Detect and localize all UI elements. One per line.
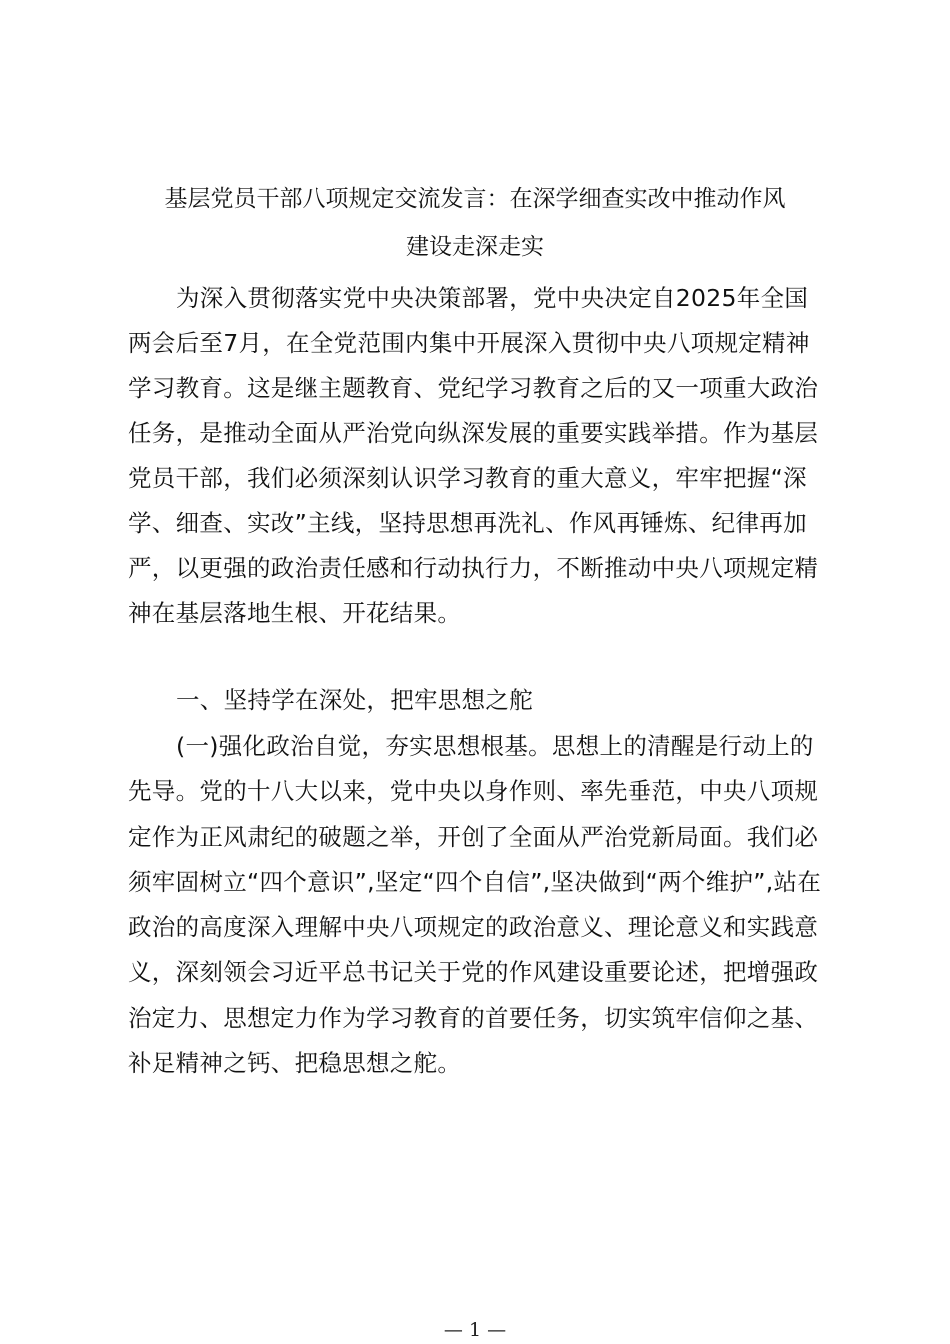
- section-1-heading: 一、坚持学在深处，把牢思想之舵: [176, 686, 533, 714]
- document-title-line-1: 基层党员干部八项规定交流发言：在深学细查实改中推动作风: [164, 186, 786, 212]
- document-title-line-2: 建设走深走实: [406, 234, 544, 260]
- section-1-paragraph-1: (一)强化政治自觉，夯实思想根基。思想上的清醒是行动上的先导。党的十八大以来，党中央以身作则、率先垂范，中央八项规定作为正风肃纪的破题之举，开创了全面从严治党新局面。我们必须牢固树立“四个意识”,坚定“四个自信”,坚决做到“两个维护”,站在政治的高度深入理解中央八项规定的政治意义、理论意义和实践意义，深刻领会习近平总书记关于党的作风建设重要论述，把增强政治定力、思想定力作为学习教育的首要任务，切实筑牢信仰之基、补足精神之钙、把稳思想之舵。: [128, 732, 822, 1078]
- intro-paragraph: 为深入贯彻落实党中央决策部署，党中央决定自2025年全国两会后至7月，在全党范围内集中开展深入贯彻中央八项规定精神学习教育。这是继主题教育、党纪学习教育之后的又一项重大政治任务，是推动全面从严治党向纵深发展的重要实践举措。作为基层党员干部，我们必须深刻认识学习教育的重大意义，牢牢把握“深学、细查、实改”主线，坚持思想再洗礼、作风再锤炼、纪律再加严，以更强的政治责任感和行动执行力，不断推动中央八项规定精神在基层落地生根、开花结果。: [128, 284, 819, 627]
- page-number: — 1 —: [443, 1319, 507, 1341]
